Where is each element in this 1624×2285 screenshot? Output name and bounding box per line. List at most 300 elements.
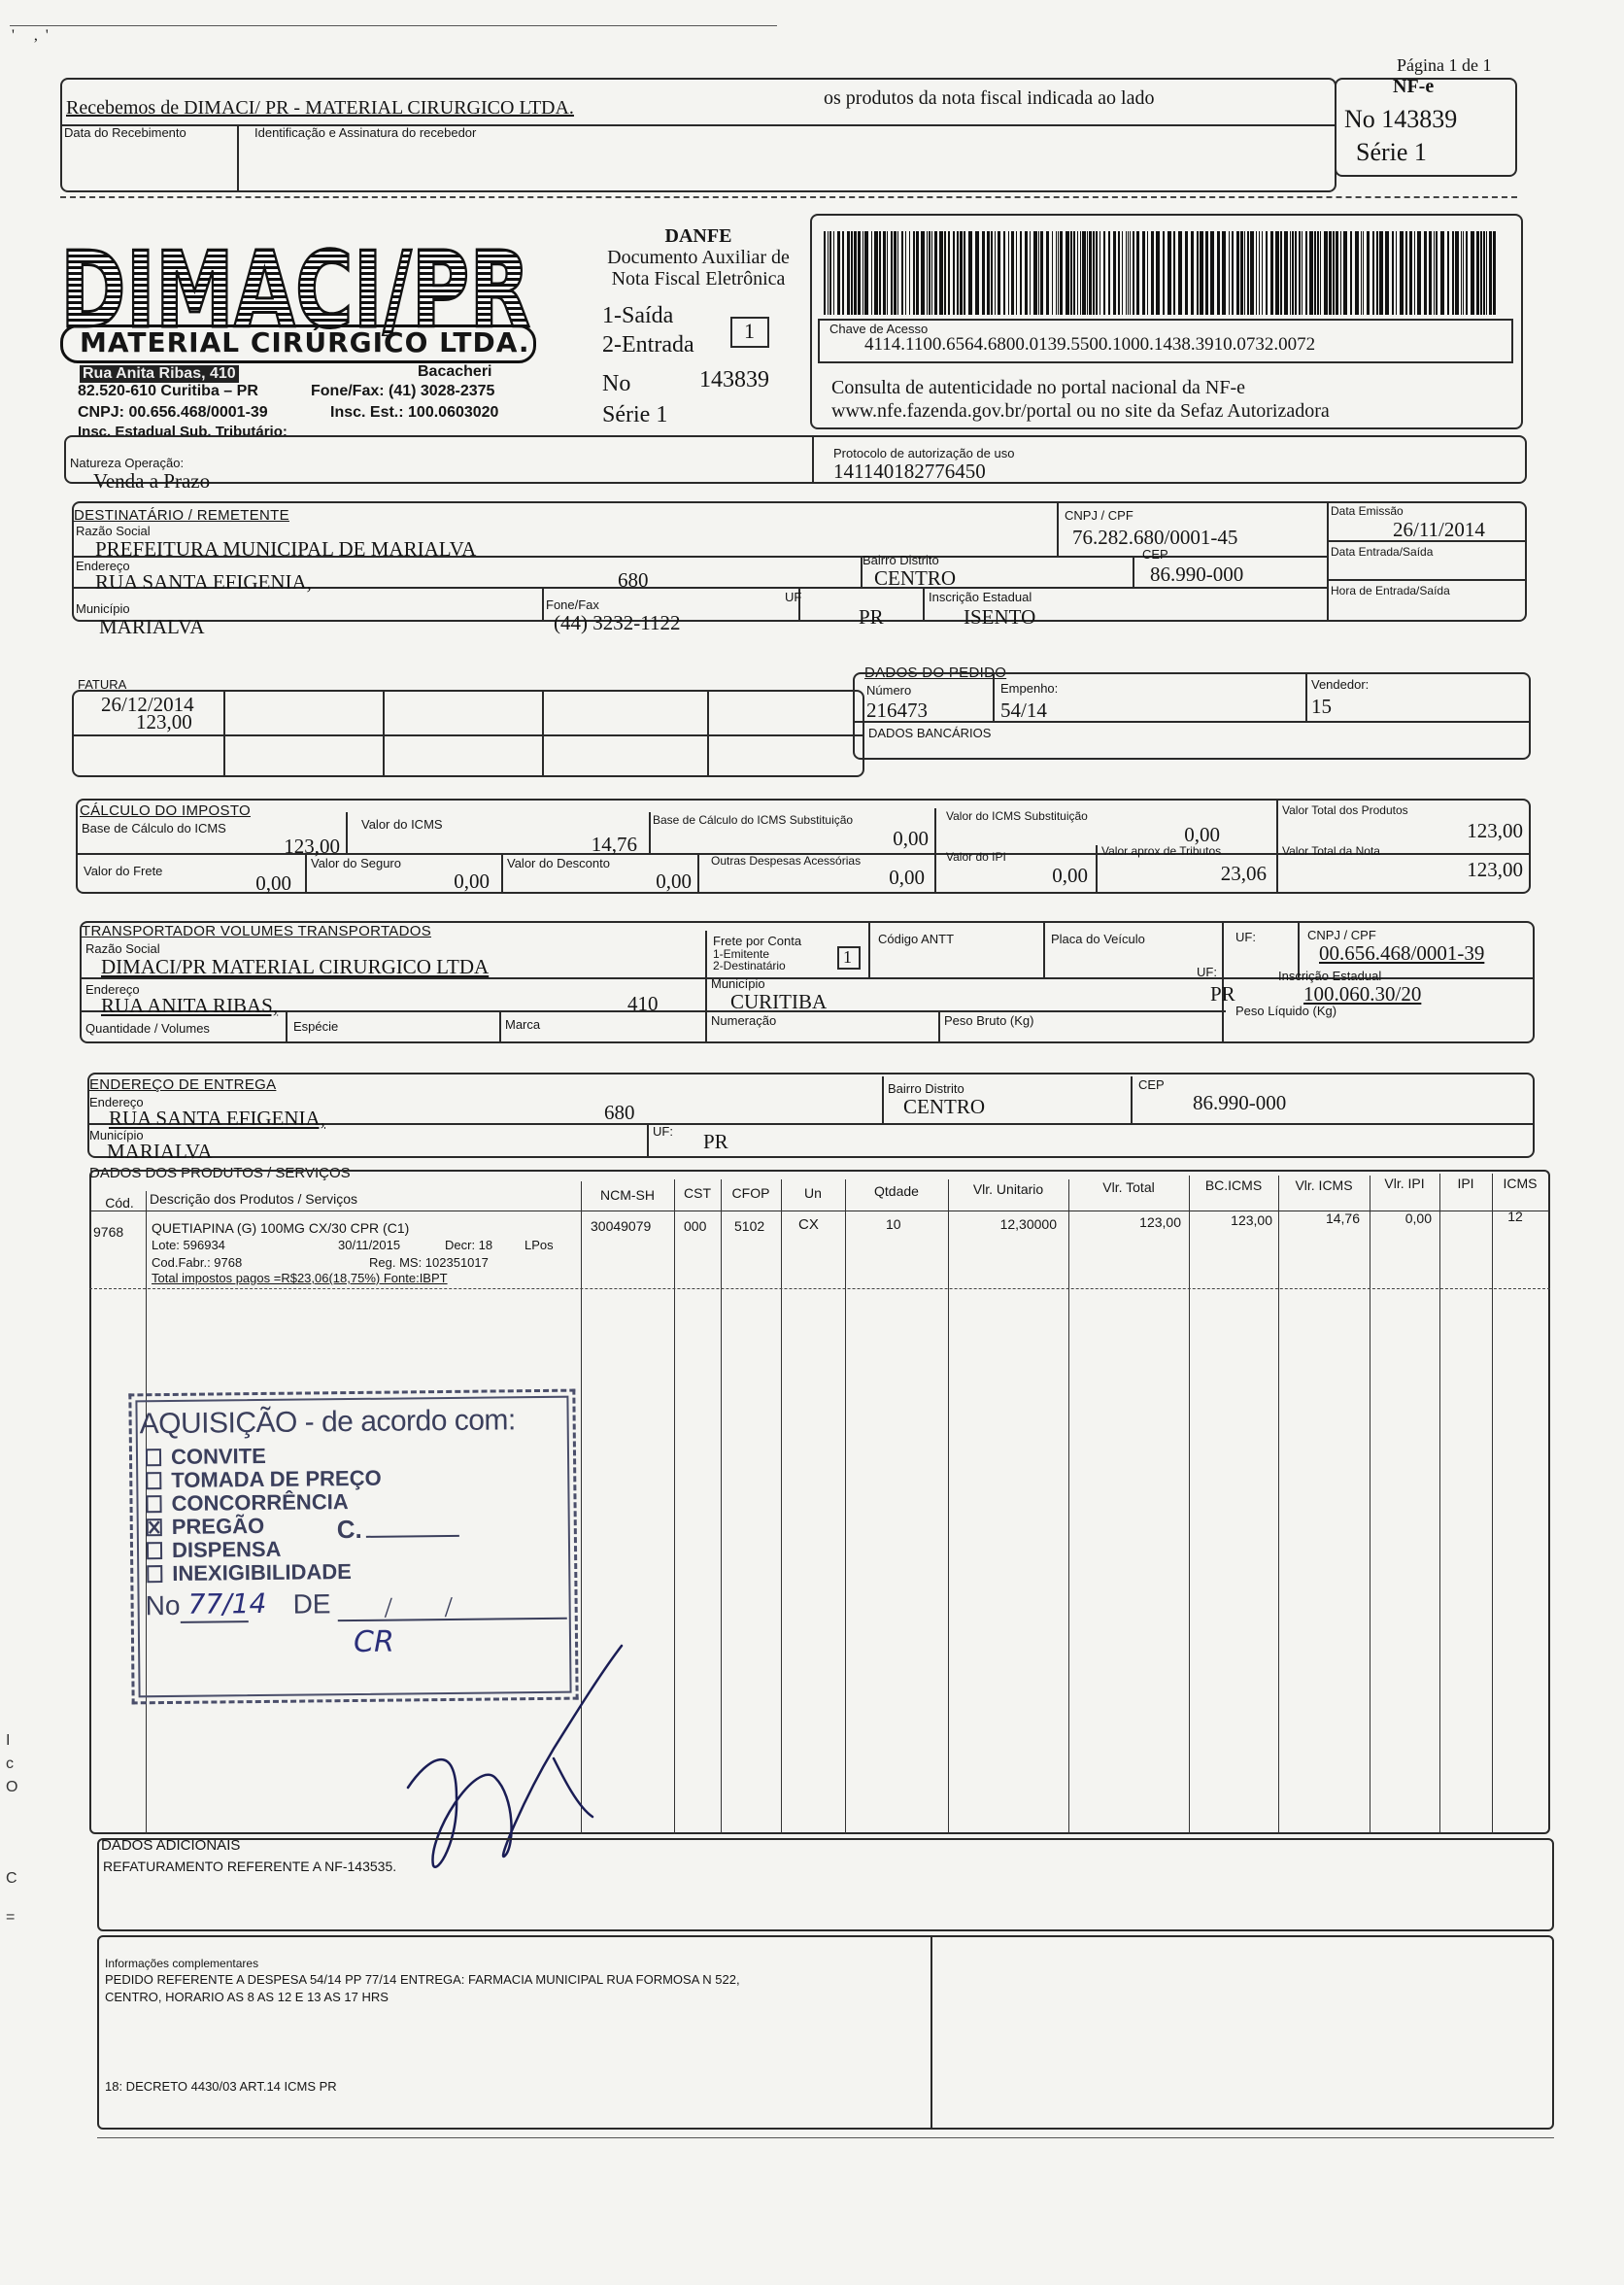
prod-total-taxes: Total impostos pagos =R$23,06(18,75%) Fonte:IBPT [152, 1271, 448, 1285]
barcode-bar [1205, 231, 1208, 315]
barcode-bar [1096, 231, 1098, 315]
barcode-bar [1163, 231, 1165, 315]
stamp-option-inexigibilidade: INEXIGIBILIDADE [172, 1559, 352, 1586]
complementary-box [97, 1935, 1554, 2130]
barcode-bar [901, 231, 903, 315]
prod-col-total [1068, 1179, 1069, 1834]
order-empenho: 54/14 [1000, 699, 1047, 722]
prod-decr: Decr: 18 [445, 1238, 493, 1252]
prod-col-unit [948, 1179, 949, 1834]
barcode-bar [1217, 231, 1220, 315]
transport-gross-label: Peso Bruto (Kg) [944, 1013, 1034, 1028]
products-section: DADOS DOS PRODUTOS / SERVIÇOS [89, 1165, 351, 1181]
barcode-bar [1070, 231, 1072, 315]
tax-discount-label: Valor do Desconto [507, 856, 610, 870]
barcode-bar [1118, 231, 1120, 315]
recipient-address-label: Endereço [76, 559, 130, 573]
barcode-bar [1130, 231, 1131, 315]
barcode-bar [1483, 231, 1485, 315]
tax-other-label: Outras Despesas Acessórias [711, 854, 862, 868]
receipt-date-label: Data do Recebimento [64, 125, 186, 140]
transport-freight-recipient: 2-Destinatário [713, 959, 786, 972]
barcode-bar [960, 231, 963, 315]
delivery-col-cep [1131, 1076, 1133, 1123]
barcode-bar [953, 231, 955, 315]
stamp-date-slash-2: / [444, 1590, 454, 1624]
barcode-bar [1299, 231, 1301, 315]
margin-mark: c [6, 1756, 14, 1772]
tax-products-label: Valor Total dos Produtos [1282, 803, 1408, 817]
tax-approx-label: Valor aprox de Tributos [1101, 844, 1222, 858]
barcode-bar [1434, 231, 1435, 315]
issuer-street: Rua Anita Ribas, 410 [80, 365, 239, 383]
tax-discount: 0,00 [656, 870, 692, 893]
stamp-option-pregao: PREGÃO [171, 1513, 265, 1539]
barcode-bar [939, 231, 943, 315]
delivery-district-label: Bairro Distrito [888, 1081, 964, 1096]
delivery-cep-label: CEP [1138, 1077, 1165, 1092]
recipient-uf: PR [859, 605, 884, 629]
barcode-bar [1003, 231, 1005, 315]
transport-address: RUA ANITA RIBAS, [101, 994, 279, 1017]
transport-net-label: Peso Líquido (Kg) [1235, 1004, 1337, 1018]
prod-lote: Lote: 596934 [152, 1238, 225, 1252]
prod-vlr-icms: 14,76 [1325, 1211, 1360, 1226]
transport-species-label: Espécie [293, 1019, 339, 1034]
barcode-bar [1466, 231, 1468, 315]
barcode-bar [1011, 231, 1014, 315]
transport-freight-issuer: 1-Emitente [713, 947, 770, 961]
receipt-products-text: os produtos da nota fiscal indicada ao lado [824, 87, 1155, 109]
prod-qty: 10 [886, 1216, 901, 1232]
delivery-city: MARIALVA [107, 1140, 213, 1163]
prod-header-ncm: NCM-SH [600, 1187, 655, 1203]
prod-cst: 000 [684, 1218, 707, 1234]
delivery-number: 680 [604, 1101, 635, 1124]
receipt-nfe-number: No 143839 [1344, 105, 1458, 133]
prod-header-bcicms: BC.ICMS [1204, 1177, 1263, 1193]
barcode-bar [1343, 231, 1347, 315]
stamp-date-slash-1: / [384, 1591, 393, 1624]
barcode-bar [1133, 231, 1134, 315]
issuer-city: 82.520-610 Curitiba – PR [78, 383, 258, 399]
recipient-right-row-2 [1327, 579, 1527, 581]
x-mark-icon [149, 1520, 160, 1534]
barcode-bar [1336, 231, 1338, 315]
access-key-label: Chave de Acesso [829, 322, 929, 336]
tax-base-st: 0,00 [893, 827, 929, 850]
stamp-option-tomada: TOMADA DE PREÇO [171, 1465, 382, 1492]
tax-icms-st: 0,00 [1184, 823, 1220, 846]
tax-icms: 14,76 [591, 833, 637, 856]
barcode-bar [1089, 231, 1092, 315]
top-scan-line [10, 25, 777, 26]
delivery-address: RUA SANTA EFIGENIA, [109, 1107, 325, 1130]
recipient-district: CENTRO [874, 566, 956, 590]
transport-number: 410 [627, 992, 659, 1015]
transport-col-antt [868, 923, 870, 977]
issuer-ie: Insc. Est.: 100.0603020 [330, 404, 499, 421]
operation-protocol-divider [812, 435, 814, 484]
barcode-bar [887, 231, 888, 315]
barcode-bar [1056, 231, 1057, 315]
invoice-col-1 [223, 690, 225, 777]
consult-line-1: Consulta de autenticidade no portal nacional da NF-e [831, 377, 1245, 398]
barcode-bar [1417, 231, 1421, 315]
barcode-bar [842, 231, 844, 315]
barcode-bar [944, 231, 946, 315]
danfe-subtitle-1: Documento Auxiliar de [607, 247, 790, 268]
barcode-bar [1080, 231, 1081, 315]
tax-ipi-label: Valor do IPI [946, 850, 1006, 864]
receipt-col-divider [237, 124, 239, 192]
recipient-city: MARIALVA [99, 615, 205, 638]
tax-col-a2 [649, 812, 651, 853]
tax-base-st-label: Base de Cálculo do ICMS Substituição [653, 813, 854, 827]
barcode-bar [1060, 231, 1063, 315]
barcode-bar [1340, 231, 1341, 315]
transport-col-species [286, 1010, 288, 1043]
barcode-bar [916, 231, 919, 315]
operation-value: Venda a Prazo [93, 469, 211, 493]
issuer-district: Bacacheri [418, 363, 492, 380]
stamp-option-convite: CONVITE [170, 1443, 266, 1469]
barcode-bar [1210, 231, 1214, 315]
order-empenho-label: Empenho: [1000, 681, 1059, 696]
recipient-section: DESTINATÁRIO / REMETENTE [74, 507, 289, 524]
delivery-section: ENDEREÇO DE ENTREGA [89, 1076, 277, 1093]
complementary-label: Informações complementares [105, 1957, 259, 1970]
barcode-bar [1262, 231, 1263, 315]
prod-header-ipi: IPI [1457, 1176, 1474, 1191]
prod-desc: QUETIAPINA (G) 100MG CX/30 CPR (C1) [152, 1220, 410, 1236]
barcode-bar [1275, 231, 1279, 315]
barcode-bar [1363, 231, 1364, 315]
consult-line-2: www.nfe.fazenda.gov.br/portal ou no site da Sefaz Autorizadora [831, 400, 1330, 422]
recipient-div-cep [1133, 556, 1134, 587]
order-row [853, 721, 1531, 723]
prod-un: CX [798, 1216, 819, 1233]
stamp-checkbox-dispensa [147, 1542, 162, 1559]
operation-protocol-box [64, 435, 1527, 484]
margin-mark: = [6, 1909, 16, 1926]
complementary-line-2: CENTRO, HORARIO AS 8 AS 12 E 13 AS 17 HRS [105, 1990, 389, 2004]
barcode-bar [1087, 231, 1088, 315]
barcode-bar [1151, 231, 1154, 315]
receipt-ident-label: Identificação e Assinatura do recebedor [254, 125, 477, 140]
prod-col-bcicms [1189, 1176, 1190, 1834]
delivery-col-uf [647, 1123, 649, 1158]
barcode-bar [913, 231, 915, 315]
tax-col-a1 [346, 812, 348, 853]
tax-col-a4 [1276, 799, 1278, 894]
tax-col-b4 [1096, 845, 1098, 894]
prod-vlr-ipi: 0,00 [1404, 1211, 1432, 1226]
barcode-bar [1142, 231, 1145, 315]
margin-mark: O [6, 1779, 18, 1795]
prod-lpos: LPos [524, 1238, 554, 1252]
additional-section: DADOS ADICIONAIS [101, 1837, 241, 1854]
barcode-bar [1191, 231, 1194, 315]
order-seller: 15 [1311, 695, 1332, 718]
tax-total-label: Valor Total da Nota [1282, 844, 1380, 858]
prod-col-ipi [1439, 1174, 1440, 1834]
barcode-bar [1414, 231, 1415, 315]
transport-col-brand [499, 1010, 501, 1043]
stamp-checkbox-convite [146, 1449, 161, 1466]
barcode-bar [1320, 231, 1321, 315]
transport-address-label: Endereço [85, 982, 140, 997]
prod-header-un: Un [804, 1185, 822, 1201]
invoice-col-3 [542, 690, 544, 777]
tax-freight-label: Valor do Frete [84, 864, 163, 878]
tax-col-b3 [697, 853, 699, 894]
barcode-bar [1197, 231, 1199, 315]
tax-approx: 23,06 [1220, 862, 1267, 885]
recipient-city-label: Município [76, 601, 130, 616]
barcode-bar [1385, 231, 1389, 315]
danfe-saida: 1-Saída [602, 303, 674, 328]
stamp-title: AQUISIÇÃO - de acordo com: [139, 1404, 516, 1441]
barcode-bar [851, 231, 853, 315]
barcode-bar [1436, 231, 1438, 315]
recipient-cnpj-label: CNPJ / CPF [1065, 508, 1133, 523]
barcode-bar [1156, 231, 1160, 315]
barcode-bar [1025, 231, 1028, 315]
barcode-bar [1077, 231, 1078, 315]
prod-code: 9768 [93, 1224, 124, 1240]
transport-numbering-label: Numeração [711, 1013, 777, 1028]
barcode-bar [1038, 231, 1039, 315]
recipient-div-right [1327, 501, 1329, 622]
recipient-div-phone [542, 587, 544, 622]
prod-col-icms [1492, 1174, 1493, 1834]
barcode-bar [931, 231, 932, 315]
order-seller-label: Vendedor: [1311, 677, 1370, 692]
transport-uf2-label: UF: [1197, 965, 1217, 979]
recipient-cep-label: CEP [1142, 547, 1168, 562]
recipient-uf-label: UF [785, 590, 802, 604]
recipient-emission-label: Data Emissão [1331, 504, 1404, 518]
barcode-bar [1033, 231, 1037, 315]
barcode-bar [1066, 231, 1069, 315]
barcode-bar [1302, 231, 1303, 315]
barcode-bar [1173, 231, 1175, 315]
barcode-bar [1136, 231, 1139, 315]
tax-total: 123,00 [1467, 858, 1523, 881]
barcode-bar [1355, 231, 1359, 315]
barcode-bar [1122, 231, 1123, 315]
prod-header-qty: Qtdade [874, 1183, 919, 1199]
barcode-bar [1461, 231, 1462, 315]
barcode-bar [1185, 231, 1188, 315]
page-counter: Página 1 de 1 [1397, 55, 1492, 75]
prod-validade: 30/11/2015 [338, 1238, 401, 1252]
barcode-bar [921, 231, 925, 315]
barcode-bar [995, 231, 996, 315]
barcode-bar [1409, 231, 1412, 315]
additional-box [97, 1838, 1554, 1931]
stamp-de-label: DE [292, 1588, 331, 1620]
barcode-bar [1284, 231, 1288, 315]
tax-col-b1 [305, 853, 307, 894]
barcode-bar [991, 231, 993, 315]
barcode-bar [1280, 231, 1282, 315]
barcode-bar [1452, 231, 1454, 315]
danfe-serie: Série 1 [602, 402, 668, 427]
delivery-uf-label: UF: [653, 1124, 673, 1139]
transport-antt-label: Código ANTT [878, 932, 955, 946]
barcode-bar [1058, 231, 1059, 315]
barcode-bar [1040, 231, 1043, 315]
tax-col-a3 [934, 808, 936, 894]
prod-unit: 12,30000 [999, 1216, 1057, 1232]
invoice-due: 26/12/2014 [101, 693, 194, 716]
barcode-bar [982, 231, 985, 315]
barcode-bar [1030, 231, 1031, 315]
transport-brand-label: Marca [505, 1017, 541, 1032]
danfe-type-value: 1 [744, 319, 755, 343]
barcode-bar [1128, 231, 1129, 315]
barcode-bar [871, 231, 872, 315]
prod-header-cst: CST [684, 1185, 711, 1201]
dimaci-logo [58, 220, 534, 336]
barcode-bar [1367, 231, 1370, 315]
barcode-bar [854, 231, 857, 315]
danfe-no-label: No [602, 371, 631, 396]
prod-header-desc: Descrição dos Produtos / Serviços [150, 1191, 357, 1207]
issuer-cnpj: CNPJ: 00.656.468/0001-39 [78, 404, 268, 421]
barcode-bar [833, 231, 834, 315]
transport-name-label: Razão Social [85, 941, 160, 956]
recipient-ie-label: Inscrição Estadual [929, 590, 1032, 604]
order-col-2 [1305, 672, 1307, 721]
barcode-bar [1052, 231, 1053, 315]
barcode-bar [1229, 231, 1230, 315]
barcode-bar [1108, 231, 1110, 315]
cut-line [60, 196, 1517, 198]
additional-refat: REFATURAMENTO REFERENTE A NF-143535. [103, 1859, 397, 1874]
order-box [853, 672, 1531, 760]
delivery-address-label: Endereço [89, 1095, 144, 1109]
transport-cnpj: 00.656.468/0001-39 [1319, 941, 1485, 965]
transport-section: TRANSPORTADOR VOLUMES TRANSPORTADOS [82, 923, 432, 939]
complementary-divider [930, 1935, 932, 2130]
tax-other: 0,00 [889, 866, 925, 889]
barcode-bar [1259, 231, 1260, 315]
order-number-label: Número [866, 683, 912, 698]
prod-reg-ms: Reg. MS: 102351017 [369, 1255, 489, 1270]
tax-col-b2 [501, 853, 503, 894]
prod-bc-icms: 123,00 [1231, 1212, 1272, 1228]
prod-header-unit: Vlr. Unitario [972, 1181, 1044, 1197]
receipt-divider [60, 124, 1336, 126]
complementary-line-1: PEDIDO REFERENTE A DESPESA 54/14 PP 77/14 ENTREGA: FARMACIA MUNICIPAL RUA FORMOSA N 522, [105, 1972, 740, 1987]
recipient-entry-date-label: Data Entrada/Saída [1331, 545, 1434, 559]
barcode-bar [1008, 231, 1009, 315]
prod-icms: 12 [1507, 1209, 1523, 1224]
recipient-name-label: Razão Social [76, 524, 151, 538]
barcode-bar [1476, 231, 1479, 315]
barcode-bar [1429, 231, 1432, 315]
barcode-bar [1016, 231, 1017, 315]
barcode-bar [1471, 231, 1474, 315]
barcode-bar [1480, 231, 1482, 315]
tax-section: CÁLCULO DO IMPOSTO [80, 802, 251, 819]
receipt-nfe-label: NF-e [1393, 76, 1435, 97]
barcode-bar [828, 231, 829, 315]
stamp-checkbox-concorrencia [146, 1495, 161, 1513]
barcode-bar [1244, 231, 1245, 315]
barcode-bar [1093, 231, 1095, 315]
order-col-1 [993, 672, 995, 721]
tax-ipi: 0,00 [1052, 864, 1088, 887]
delivery-city-label: Município [89, 1128, 144, 1142]
recipient-district-label: Bairro Distrito [863, 553, 939, 567]
tax-insurance: 0,00 [454, 870, 490, 893]
complementary-decree: 18: DECRETO 4430/03 ART.14 ICMS PR [105, 2079, 337, 2094]
transport-city: CURITIBA [730, 990, 828, 1013]
barcode-bar [909, 231, 910, 315]
prod-header-vlricms: Vlr. ICMS [1295, 1177, 1353, 1193]
prod-header-vlripi: Vlr. IPI [1384, 1176, 1425, 1191]
barcode-bar [1232, 231, 1234, 315]
prod-cod-fabr: Cod.Fabr.: 9768 [152, 1255, 243, 1270]
transport-uf2: PR [1210, 982, 1235, 1006]
recipient-address: RUA SANTA EFIGENIA, [95, 570, 312, 594]
recipient-entry-time-label: Hora de Entrada/Saída [1331, 584, 1450, 597]
barcode-bar [948, 231, 950, 315]
recipient-number: 680 [618, 568, 649, 592]
barcode-bar [1333, 231, 1335, 315]
transport-qty-label: Quantidade / Volumes [85, 1021, 210, 1036]
prod-col-cfop [721, 1179, 722, 1834]
barcode-bar [837, 231, 840, 315]
invoice-col-4 [707, 690, 709, 777]
barcode-bar [1324, 231, 1328, 315]
barcode-bar [891, 231, 893, 315]
barcode-bar [927, 231, 928, 315]
tax-icms-st-label: Valor do ICMS Substituição [946, 809, 1088, 823]
delivery-cep: 86.990-000 [1193, 1091, 1287, 1114]
order-number: 216473 [866, 699, 928, 722]
transport-col-plate [1043, 923, 1045, 977]
barcode-bar [1405, 231, 1407, 315]
barcode-bar [1317, 231, 1319, 315]
barcode-bar [1082, 231, 1086, 315]
prod-header-icms: ICMS [1503, 1176, 1538, 1191]
barcode-bar [1250, 231, 1254, 315]
barcode-bar [1073, 231, 1075, 315]
issuer-block [58, 220, 534, 443]
transport-freight-value: 1 [843, 947, 852, 967]
transport-freight-label: Frete por Conta [713, 934, 802, 948]
barcode-bar [1376, 231, 1378, 315]
product-row-separator [89, 1288, 1550, 1289]
issuer-name: MATERIAL CIRÚRGICO LTDA. [80, 326, 530, 358]
transport-col-freight [705, 931, 707, 1043]
barcode-bar [879, 231, 881, 315]
barcode-bar [1329, 231, 1332, 315]
prod-cfop: 5102 [734, 1218, 765, 1234]
barcode-bar [1270, 231, 1273, 315]
prod-col-un [781, 1179, 782, 1834]
transport-uf-label: UF: [1235, 930, 1256, 944]
barcode-bar [1440, 231, 1444, 315]
barcode-bar [934, 231, 937, 315]
barcode-bar [1314, 231, 1316, 315]
stamp-number-handwritten: 77/14 [187, 1586, 267, 1620]
